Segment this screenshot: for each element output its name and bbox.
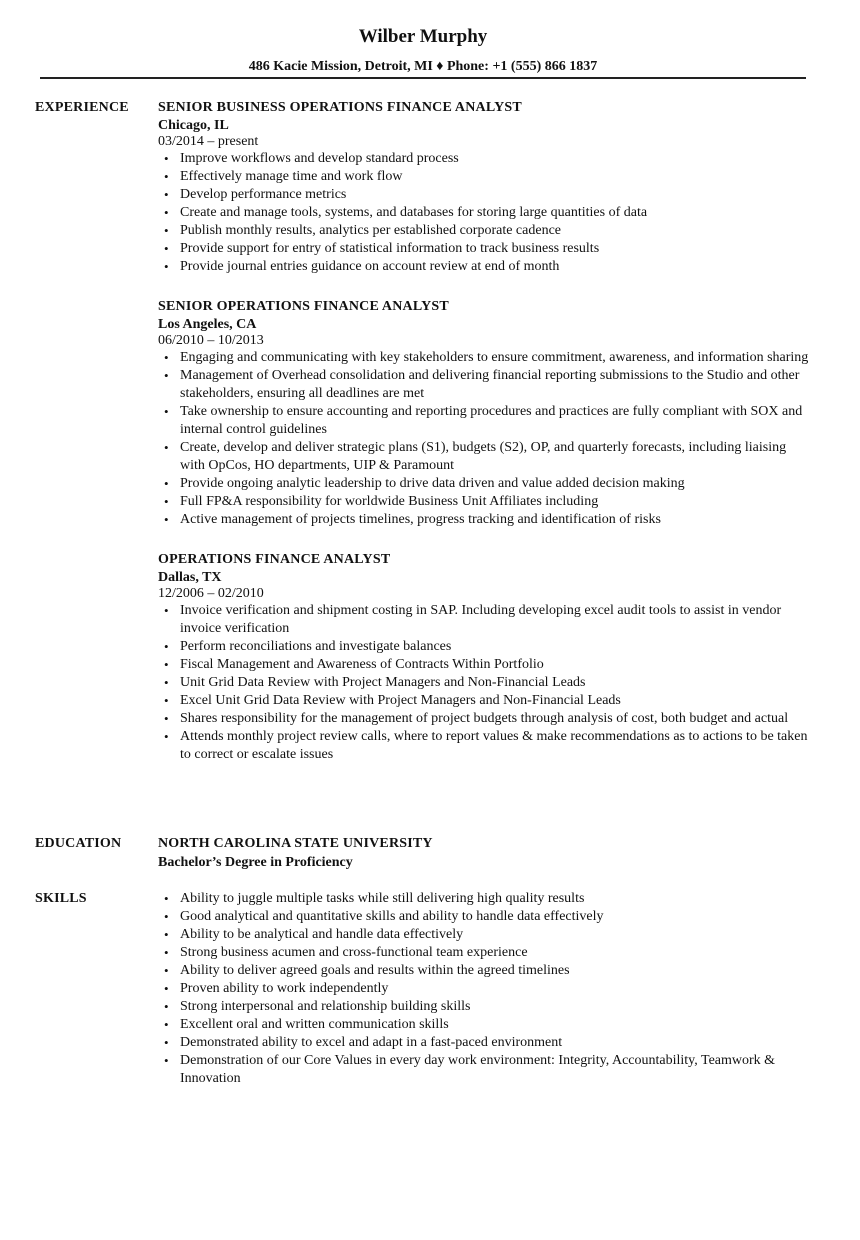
- bullet-icon: •: [164, 1053, 169, 1068]
- list-item: [158, 403, 813, 439]
- bullet-icon: •: [164, 259, 169, 274]
- bullet-text: Publish monthly results, analytics per established corporate cadence: [180, 223, 562, 238]
- bullet-text: Invoice verification and shipment costing in SAP. Including developing excel audit tools to assist in vendor invoice verification: [180, 603, 782, 636]
- bullet-text: Unit Grid Data Review with Project Managers and Non-Financial Leads: [180, 675, 586, 690]
- list-item: [158, 890, 813, 908]
- list-item: [158, 349, 813, 367]
- bullet-icon: •: [164, 476, 169, 491]
- bullet-icon: •: [164, 963, 169, 978]
- experience-jobs: [158, 99, 813, 786]
- skill-text: Demonstration of our Core Values in every day work environment: Integrity, Accountability, Teamwork & Innovation: [180, 1053, 776, 1086]
- job-dates: 06/2010 – 10/2013: [158, 333, 264, 348]
- list-item: [158, 150, 813, 168]
- bullet-text: Engaging and communicating with key stakeholders to ensure commitment, awareness, and information sharing: [180, 350, 809, 365]
- contact-line: 486 Kacie Mission, Detroit, MI ♦ Phone: +1 (555) 866 1837: [248, 59, 598, 74]
- job-title: SENIOR OPERATIONS FINANCE ANALYST: [158, 299, 449, 314]
- bullet-icon: •: [164, 151, 169, 166]
- bullet-icon: •: [164, 205, 169, 220]
- bullet-text: Create and manage tools, systems, and databases for storing large quantities of data: [180, 205, 648, 220]
- school-name: NORTH CAROLINA STATE UNIVERSITY: [158, 836, 433, 851]
- job-location: Chicago, IL: [158, 118, 229, 133]
- list-item: [158, 998, 813, 1016]
- job-entry: [158, 551, 813, 764]
- list-item: [158, 1016, 813, 1034]
- job-entry: [158, 99, 813, 276]
- job-location: Los Angeles, CA: [158, 317, 257, 332]
- skill-text: Strong interpersonal and relationship building skills: [180, 999, 471, 1014]
- bullet-text: Shares responsibility for the management of project budgets through analysis of cost, both budget and actual: [180, 711, 789, 726]
- skills-list-wrapper: [158, 890, 813, 1088]
- bullet-text: Active management of projects timelines, progress tracking and identification of risks: [180, 512, 661, 527]
- candidate-name: Wilber Murphy: [358, 26, 488, 47]
- list-item: [158, 204, 813, 222]
- list-item: [158, 926, 813, 944]
- job-dates: 12/2006 – 02/2010: [158, 586, 264, 601]
- bullet-text: Attends monthly project review calls, where to report values & make recommendations as to actions to be taken to correct or escalate issues: [180, 729, 808, 762]
- job-location: Dallas, TX: [158, 570, 222, 585]
- bullet-icon: •: [164, 512, 169, 527]
- bullet-icon: •: [164, 169, 169, 184]
- job-title: SENIOR BUSINESS OPERATIONS FINANCE ANALYST: [158, 100, 522, 115]
- skills-list: [158, 890, 813, 1088]
- list-item: [158, 439, 813, 475]
- list-item: [158, 710, 813, 728]
- list-item: [158, 944, 813, 962]
- education-heading: EDUCATION: [35, 836, 122, 851]
- list-item: [158, 674, 813, 692]
- bullet-icon: •: [164, 603, 169, 618]
- bullet-text: Provide ongoing analytic leadership to drive data driven and value added decision making: [180, 476, 685, 491]
- skill-text: Ability to deliver agreed goals and results within the agreed timelines: [180, 963, 570, 978]
- bullet-icon: •: [164, 927, 169, 942]
- skill-text: Demonstrated ability to excel and adapt in a fast-paced environment: [180, 1035, 563, 1050]
- bullet-text: Develop performance metrics: [180, 187, 347, 202]
- list-item: [158, 168, 813, 186]
- list-item: [158, 475, 813, 493]
- skill-text: Strong business acumen and cross-functional team experience: [180, 945, 528, 960]
- list-item: [158, 240, 813, 258]
- bullet-text: Provide support for entry of statistical information to track business results: [180, 241, 600, 256]
- bullet-icon: •: [164, 440, 169, 455]
- bullet-icon: •: [164, 981, 169, 996]
- bullet-icon: •: [164, 657, 169, 672]
- bullet-icon: •: [164, 241, 169, 256]
- skill-text: Good analytical and quantitative skills and ability to handle data effectively: [180, 909, 604, 924]
- list-item: [158, 908, 813, 926]
- bullet-icon: •: [164, 404, 169, 419]
- bullet-icon: •: [164, 187, 169, 202]
- bullet-icon: •: [164, 494, 169, 509]
- list-item: [158, 728, 813, 764]
- bullet-icon: •: [164, 999, 169, 1014]
- job-bullets: [158, 150, 813, 276]
- skill-text: Ability to be analytical and handle data effectively: [180, 927, 464, 942]
- bullet-text: Effectively manage time and work flow: [180, 169, 403, 184]
- bullet-icon: •: [164, 639, 169, 654]
- skill-text: Proven ability to work independently: [180, 981, 389, 996]
- bullet-text: Management of Overhead consolidation and delivering financial reporting submissions to the Studio and other stakeholders, ensuring all deadlines are met: [180, 368, 800, 401]
- list-item: [158, 962, 813, 980]
- bullet-icon: •: [164, 909, 169, 924]
- bullet-icon: •: [164, 675, 169, 690]
- list-item: [158, 186, 813, 204]
- list-item: [158, 493, 813, 511]
- bullet-text: Improve workflows and develop standard process: [180, 151, 459, 166]
- bullet-text: Take ownership to ensure accounting and reporting procedures and practices are fully compliant with SOX and internal control guidelines: [180, 404, 803, 437]
- list-item: [158, 258, 813, 276]
- list-item: [158, 511, 813, 529]
- bullet-icon: •: [164, 223, 169, 238]
- bullet-icon: •: [164, 368, 169, 383]
- job-bullets: [158, 349, 813, 529]
- bullet-icon: •: [164, 350, 169, 365]
- bullet-text: Fiscal Management and Awareness of Contracts Within Portfolio: [180, 657, 544, 672]
- experience-heading: EXPERIENCE: [35, 100, 129, 115]
- job-entry: [158, 298, 813, 529]
- bullet-icon: •: [164, 891, 169, 906]
- list-item: [158, 1052, 813, 1088]
- bullet-icon: •: [164, 945, 169, 960]
- bullet-text: Provide journal entries guidance on account review at end of month: [180, 259, 560, 274]
- job-dates: 03/2014 – present: [158, 134, 259, 149]
- list-item: [158, 656, 813, 674]
- bullet-icon: •: [164, 711, 169, 726]
- skill-text: Excellent oral and written communication skills: [180, 1017, 449, 1032]
- bullet-icon: •: [164, 693, 169, 708]
- bullet-text: Full FP&A responsibility for worldwide Business Unit Affiliates including: [180, 494, 599, 509]
- list-item: [158, 692, 813, 710]
- job-bullets: [158, 602, 813, 764]
- education-entry: [158, 835, 813, 873]
- list-item: [158, 222, 813, 240]
- bullet-text: Create, develop and deliver strategic plans (S1), budgets (S2), OP, and quarterly forecasts, including liaising with OpCos, HO departments, UIP & Paramount: [180, 440, 787, 473]
- bullet-icon: •: [164, 1035, 169, 1050]
- list-item: [158, 367, 813, 403]
- bullet-icon: •: [164, 729, 169, 744]
- list-item: [158, 602, 813, 638]
- skills-heading: SKILLS: [35, 891, 87, 906]
- bullet-icon: •: [164, 1017, 169, 1032]
- list-item: [158, 1034, 813, 1052]
- list-item: [158, 638, 813, 656]
- bullet-text: Excel Unit Grid Data Review with Project Managers and Non-Financial Leads: [180, 693, 621, 708]
- skill-text: Ability to juggle multiple tasks while still delivering high quality results: [180, 891, 585, 906]
- header-divider: [40, 77, 806, 79]
- degree: Bachelor’s Degree in Proficiency: [158, 855, 353, 870]
- job-title: OPERATIONS FINANCE ANALYST: [158, 552, 391, 567]
- bullet-text: Perform reconciliations and investigate balances: [180, 639, 452, 654]
- list-item: [158, 980, 813, 998]
